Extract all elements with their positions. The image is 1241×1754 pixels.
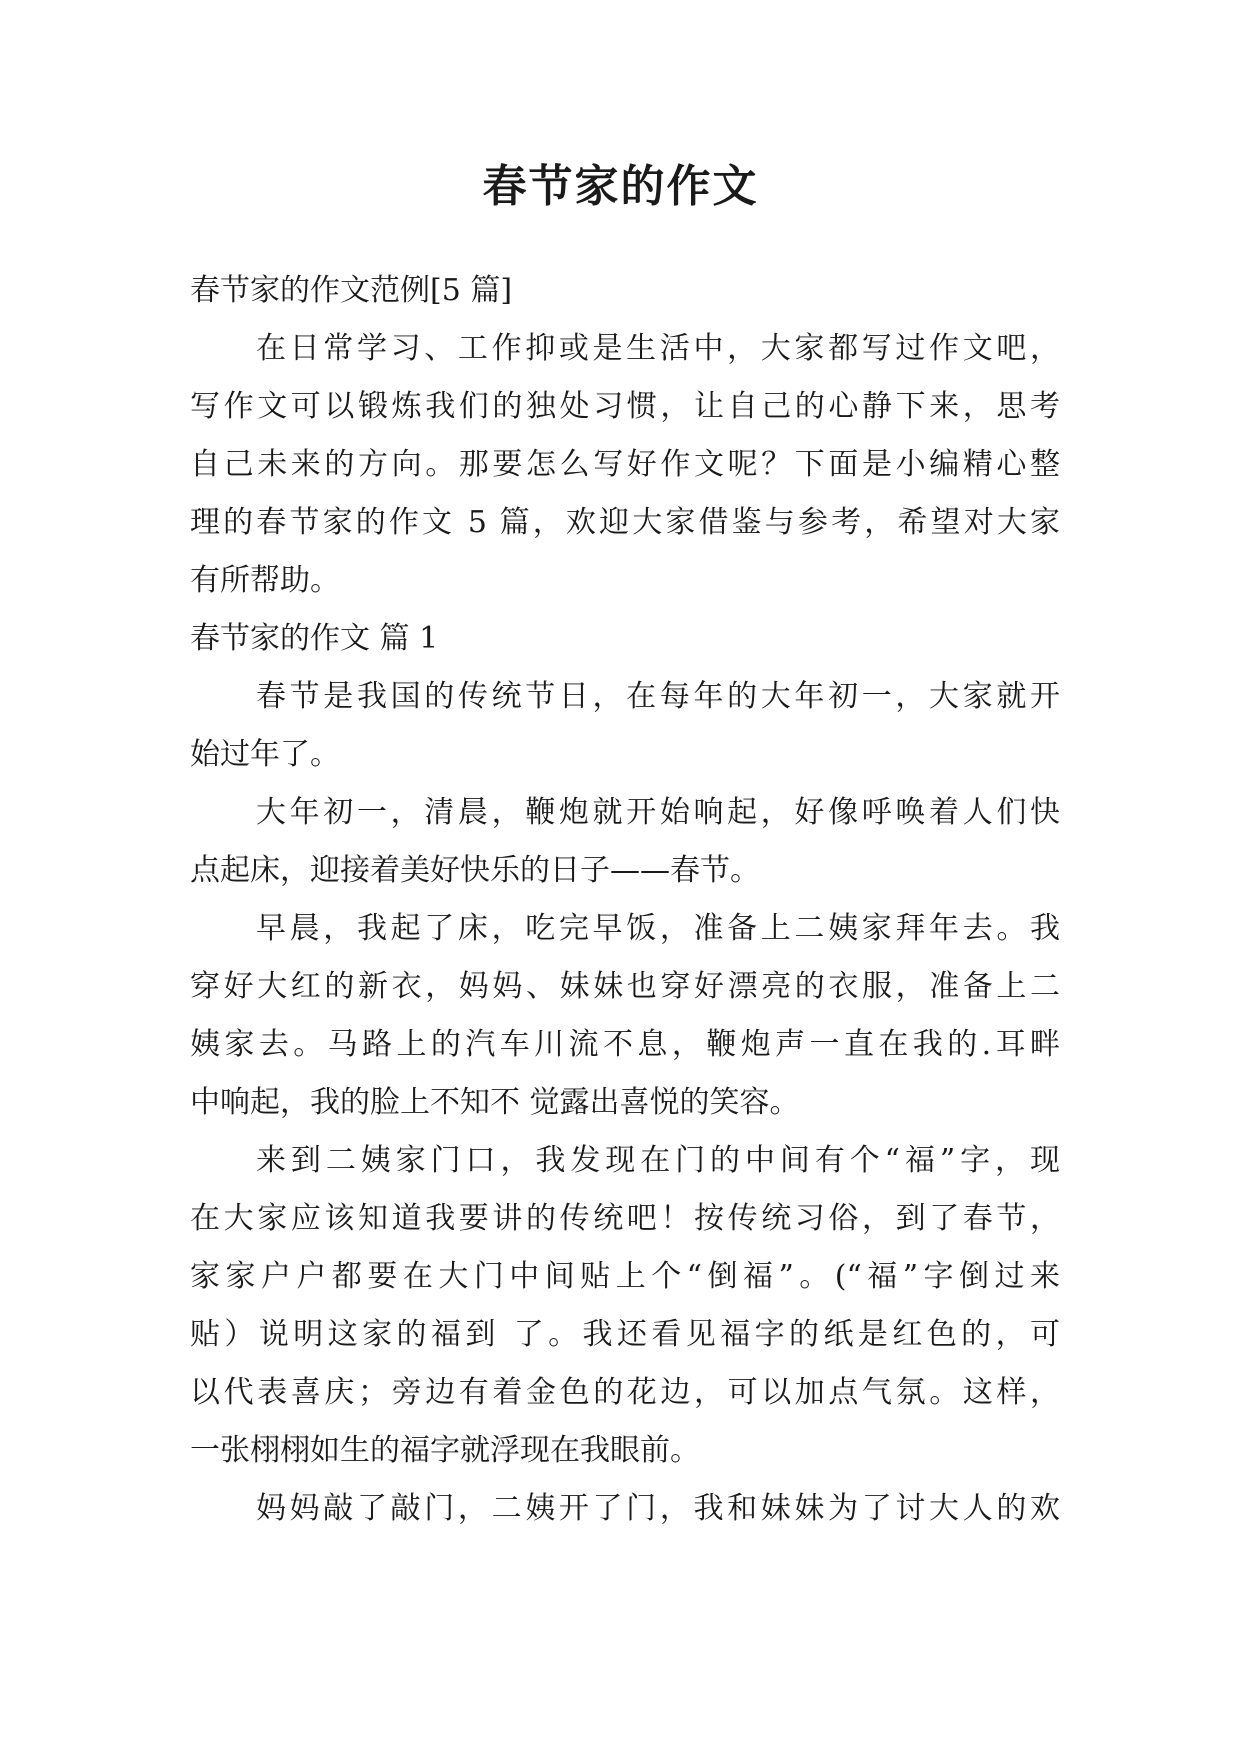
text-line: 始过年了。: [190, 737, 340, 772]
text-line: 家家户户都要在大门中间贴上个“倒福”。(“福”字倒过来: [190, 1259, 1060, 1294]
text-line: 写作文可以锻炼我们的独处习惯，让自己的心静下来，思考: [190, 389, 1060, 424]
text-line: 一张栩栩如生的福字就浮现在我眼前。: [190, 1433, 700, 1468]
text-line: 穿好大红的新衣，妈妈、妹妹也穿好漂亮的衣服，准备上二: [190, 969, 1060, 1004]
document-body: [190, 262, 1060, 1538]
text-line: 以代表喜庆；旁边有着金色的花边，可以加点气氛。这样，: [190, 1375, 1060, 1410]
text-line: 有所帮助。: [190, 563, 340, 598]
text-line: 春节家的作文范例[5 篇]: [190, 273, 513, 308]
text-line: 在日常学习、工作抑或是生活中，大家都写过作文吧，: [256, 331, 1060, 366]
text-line: 贴）说明这家的福到 了。我还看见福字的纸是红色的，可: [190, 1317, 1060, 1352]
text-line: 大年初一，清晨，鞭炮就开始响起，好像呼唤着人们快: [256, 795, 1060, 830]
text-line: 自己未来的方向。那要怎么写好作文呢？下面是小编精心整: [190, 447, 1060, 482]
text-line: 早晨，我起了床，吃完早饭，准备上二姨家拜年去。我: [256, 911, 1060, 946]
text-line: 点起床，迎接着美好快乐的日子——春节。: [190, 853, 760, 888]
text-line: 中响起，我的脸上不知不 觉露出喜悦的笑容。: [190, 1085, 800, 1120]
text-line: 妈妈敲了敲门，二姨开了门，我和妹妹为了讨大人的欢: [256, 1491, 1060, 1526]
text-line: 在大家应该知道我要讲的传统吧！按传统习俗，到了春节，: [190, 1201, 1060, 1236]
text-line: 春节家的作文 篇 1: [190, 621, 439, 656]
text-line: 来到二姨家门口，我发现在门的中间有个“福”字，现: [256, 1143, 1060, 1178]
text-line: 春节是我国的传统节日，在每年的大年初一，大家就开: [256, 679, 1060, 714]
text-line: 理的春节家的作文 5 篇，欢迎大家借鉴与参考，希望对大家: [190, 505, 1060, 540]
document-title: 春节家的作文: [482, 161, 759, 212]
text-line: 姨家去。马路上的汽车川流不息，鞭炮声一直在我的.耳畔: [190, 1027, 1060, 1062]
